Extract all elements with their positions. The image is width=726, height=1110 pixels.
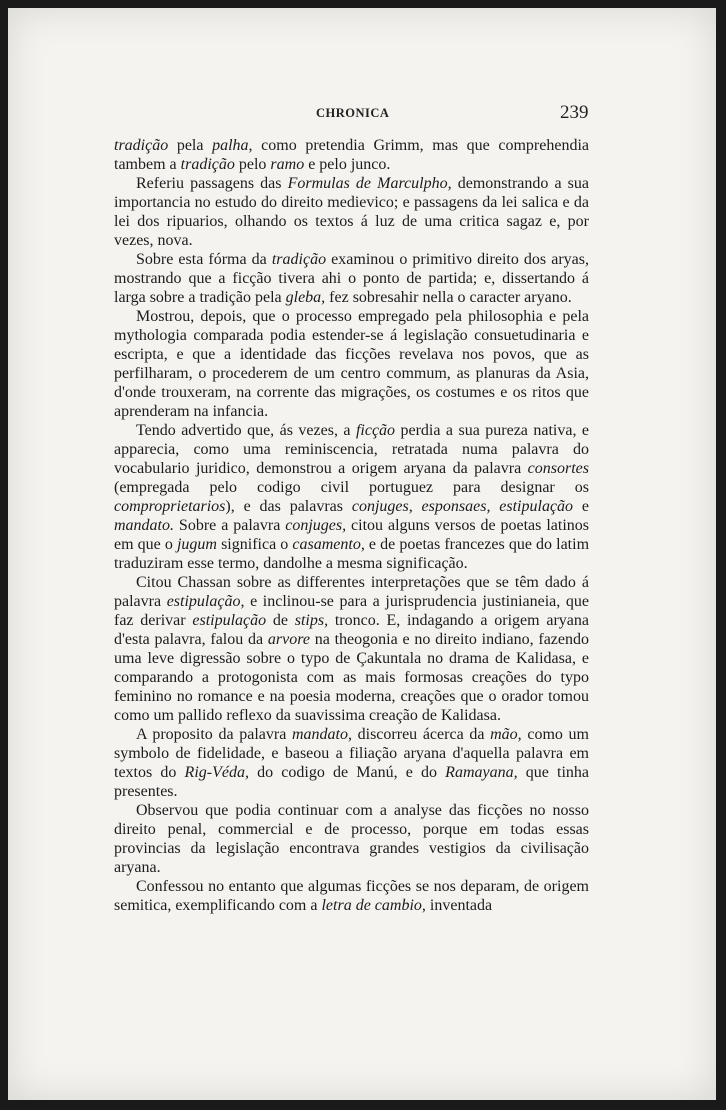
text-run: pela: [168, 137, 213, 154]
page-number: 239: [560, 102, 589, 123]
text-run: perdia a sua pureza nativa, e apparecia, como uma reminiscencia, retratada numa palavra do vocabulario juridico, demonstrou a origem aryana da palavra: [114, 422, 589, 477]
text-run: na theogonia e no direito indiano, fazendo uma leve digressão sobre o typo de Çakuntala no drama de Kalidasa, e comparando a protogonista com as mais formosas creações do typo feminino no romance e na poesia moderna, creações que o orador tomou como um pallido reflexo da suavissima creação de Kalidasa.: [114, 631, 590, 724]
paragraph: [114, 250, 589, 307]
text-run: como um symbolo de fidelidade, e baseou a filiação aryana d'aquella palavra em textos do: [114, 726, 589, 781]
text-run: significa o: [216, 536, 293, 553]
text-run: ), e das palavras: [225, 498, 352, 515]
paragraph: [114, 174, 589, 250]
italic-run: mandato,: [291, 726, 352, 743]
italic-run: casamento,: [292, 536, 365, 553]
text-run: Referiu passagens das: [136, 175, 288, 192]
text-run: do codigo de Manú, e do: [248, 764, 446, 781]
text-run: demonstrando a sua importancia no estudo do direito medievico; e passagens da lei salica e da lei dos ripuarios, olhando os textos á luz de uma critica sagaz e, por vezes, nova.: [114, 175, 589, 249]
italic-run: Formulas de Marculpho,: [287, 175, 452, 192]
text-run: tronco. E, indagando a origem aryana d'esta palavra, falou da: [114, 612, 589, 648]
text-run: que tinha presentes.: [114, 764, 590, 800]
paragraph: [114, 307, 589, 421]
page-header: [8, 102, 716, 130]
italic-run: palha,: [212, 137, 253, 154]
paragraph: [114, 136, 589, 174]
text-run: como pretendia Grimm, mas que comprehendia tambem a: [114, 137, 589, 173]
text-run: Observou que podia continuar com a analyse das ficções no nosso direito penal, commercial e de processo, porque em todas essas provincias da legislação encontrava grandes vestigios da civilisação aryana.: [114, 802, 589, 876]
text-run: citou alguns versos de poetas latinos em que o: [114, 517, 589, 553]
italic-run: stips,: [294, 612, 329, 629]
italic-run: mandato.: [114, 517, 174, 534]
italic-run: consortes: [527, 460, 589, 477]
paragraph: [114, 725, 589, 801]
text-run: inventada: [425, 897, 493, 914]
running-title: CHRONICA: [316, 106, 390, 120]
italic-run: mão,: [490, 726, 522, 743]
text-run: A proposito da palavra: [136, 726, 292, 743]
text-run: examinou o primitivo direito dos aryas, mostrando que a ficção tivera ahi o ponto de partida; e, dissertando á larga sobre a tradição pela: [114, 251, 589, 306]
italic-run: tradição: [271, 251, 327, 268]
paragraph: [114, 801, 589, 877]
text-run: e inclinou-se para a jurisprudencia justinianeia, que faz derivar: [114, 593, 589, 629]
body-text: [114, 136, 589, 915]
paragraph: [114, 573, 589, 725]
italic-run: jugum: [176, 536, 217, 553]
italic-run: estipulação: [192, 612, 267, 629]
text-run: e pelo junco.: [304, 156, 391, 173]
italic-run: tradição: [114, 137, 169, 154]
text-run: Tendo advertido que, ás vezes, a: [136, 422, 356, 439]
text-run: e de poetas francezes que do latim traduziram esse termo, dandolhe a mesma significação.: [114, 536, 590, 572]
text-run: pelo: [234, 156, 271, 173]
text-run: fez sobresahir nella o caracter aryano.: [325, 289, 572, 306]
italic-run: tradição: [180, 156, 235, 173]
paragraph: [114, 421, 589, 573]
italic-run: ramo: [270, 156, 305, 173]
text-run: Confessou no entanto que algumas ficções se nos deparam, de origem semitica, exemplificando com a: [114, 878, 589, 914]
text-run: Sobre esta fórma da: [136, 251, 272, 268]
text-run: Mostrou, depois, que o processo empregado pela philosophia e pela mythologia comparada podia estender-se á legislação consuetudinaria e escripta, e que a identidade das ficções revelava nos povos, que as perfilharam, o procederem de um centro commum, as planuras da Asia, d'onde trouxeram, na corrente das migrações, os costumes e os ritos que aprenderam na infancia.: [114, 308, 589, 420]
italic-run: ficção: [355, 422, 396, 439]
italic-run: letra de cambio,: [321, 897, 426, 914]
paragraph: [114, 877, 589, 915]
italic-run: comproprietarios: [114, 498, 226, 515]
italic-run: Ramayana,: [445, 764, 518, 781]
italic-run: arvore: [267, 631, 310, 648]
italic-run: Rig-Véda,: [184, 764, 249, 781]
italic-run: conjuges, esponsaes, estipulação: [351, 498, 574, 515]
book-page: [8, 8, 716, 1100]
italic-run: estipulação,: [166, 593, 245, 610]
text-run: de: [266, 612, 295, 629]
italic-run: gleba,: [285, 289, 326, 306]
text-run: Sobre a palavra: [174, 517, 286, 534]
text-run: Citou Chassan sobre as differentes interpretações que se têm dado á palavra: [114, 574, 589, 610]
text-run: (empregada pelo codigo civil portuguez para designar os: [114, 479, 589, 496]
text-run: discorreu ácerca da: [351, 726, 491, 743]
text-run: e: [573, 498, 590, 515]
italic-run: conjuges,: [285, 517, 347, 534]
